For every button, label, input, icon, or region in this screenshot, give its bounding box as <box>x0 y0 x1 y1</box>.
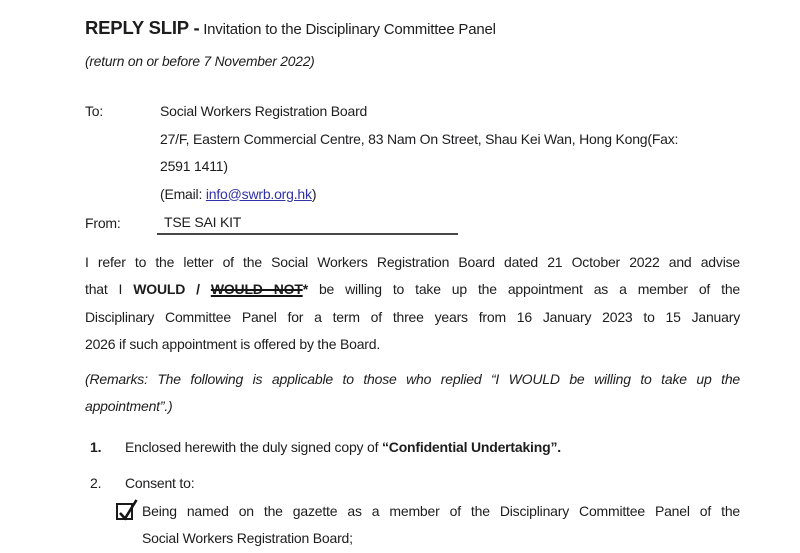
recipient-name: Social Workers Registration Board <box>160 103 368 119</box>
body-line-3: Disciplinary Committee Panel for a term of three years from 16 January 2023 to 15 January <box>85 308 740 325</box>
from-name: TSE SAI KIT <box>164 214 242 230</box>
to-content <box>160 98 678 208</box>
confidential-undertaking-bold: “Confidential Undertaking”. <box>382 438 561 455</box>
would-option: WOULD / <box>133 281 211 297</box>
from-name-field[interactable] <box>157 210 458 235</box>
item-1-text <box>125 434 740 462</box>
to-label: To: <box>85 103 104 119</box>
from-label: From: <box>85 215 121 231</box>
item-2-text: Consent to: <box>125 475 195 491</box>
list-item-2 <box>85 470 740 498</box>
body-line-2-post: be willing to take up the appointment as a member of the <box>307 281 740 297</box>
asterisk-marker: * <box>302 281 308 297</box>
list-item-1 <box>85 434 740 462</box>
body-line-4: 2026 if such appointment is offered by the Board. <box>85 336 381 352</box>
item-2-number: 2. <box>90 475 102 491</box>
address-line-1: 27/F, Eastern Commercial Centre, 83 Nam On Street, Shau Kei Wan, Hong Kong(Fax: <box>160 130 679 147</box>
gazette-checkbox-checked[interactable] <box>116 503 133 520</box>
email-prefix: (Email: <box>160 185 206 202</box>
page-title-bold: REPLY SLIP - <box>85 17 200 38</box>
email-link[interactable]: info@swrb.org.hk <box>205 185 312 202</box>
consent-text <box>142 498 740 553</box>
consent-line-2: Social Workers Registration Board; <box>142 530 353 546</box>
remarks-paragraph <box>85 366 740 421</box>
item-1-text-regular: Enclosed herewith the duly signed copy of <box>125 438 382 455</box>
body-line-2-pre: that I <box>85 281 134 297</box>
email-suffix: ) <box>311 185 317 202</box>
to-block <box>85 98 740 208</box>
would-not-strikethrough: WOULD NOT <box>210 281 303 297</box>
gazette-consent-option <box>116 498 740 553</box>
body-line-2 <box>85 276 740 304</box>
consent-line-1: Being named on the gazette as a member of the Disciplinary Committee Panel of the <box>142 502 740 519</box>
return-deadline-note: (return on or before 7 November 2022) <box>85 54 315 69</box>
address-line-2: 2591 1411) <box>160 158 228 174</box>
page-title-rest: Invitation to the Disciplinary Committee Panel <box>203 21 496 38</box>
email-line <box>160 181 678 209</box>
item-1-number: 1. <box>90 438 102 455</box>
check-mark-icon <box>117 497 140 523</box>
body-line-1: I refer to the letter of the Social Workers Registration Board dated 21 October 2022 and advise <box>85 253 740 270</box>
remarks-line-1: (Remarks: The following is applicable to those who replied “I WOULD be willing to take up the <box>85 370 740 387</box>
remarks-line-2: appointment”.) <box>85 398 173 414</box>
from-block <box>85 210 740 238</box>
body-paragraph <box>85 249 740 359</box>
page-title <box>85 15 740 43</box>
